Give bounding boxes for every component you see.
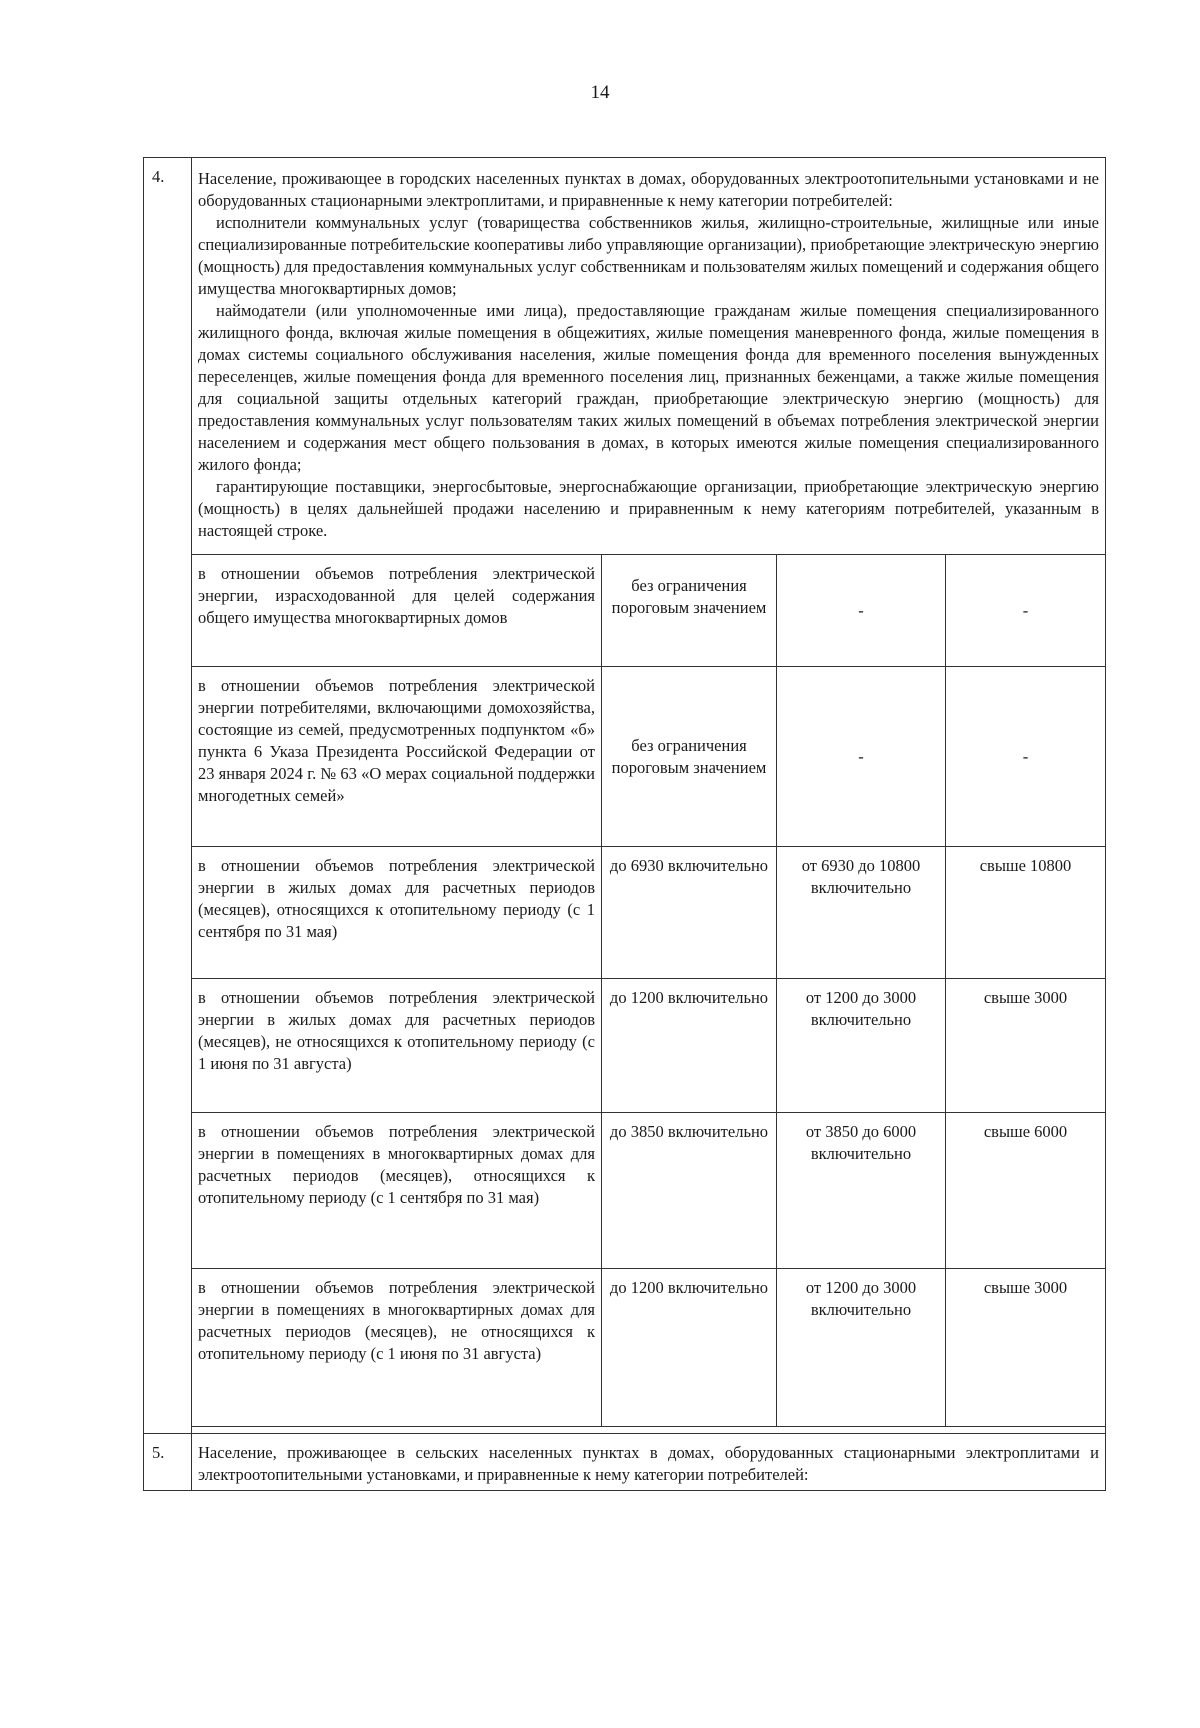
table-row <box>144 667 1106 847</box>
table-row <box>144 847 1106 979</box>
table-row <box>144 979 1106 1113</box>
threshold-2: от 3850 до 6000 включительно <box>777 1113 946 1269</box>
row-description: в отношении объемов потребления электрической энергии в помещениях в многоквартирных домах для расчетных периодов (месяцев), относящихся к отопительному периоду (с 1 сентября по 31 мая) <box>192 1113 602 1269</box>
threshold-1: до 3850 включительно <box>602 1113 777 1269</box>
threshold-3: - <box>946 555 1106 667</box>
section-5-description: Население, проживающее в сельских населенных пунктах в домах, оборудованных стационарными электроплитами и электроотопительными установками, и приравненные к нему категории потребителей: <box>192 1434 1106 1491</box>
tariff-table <box>143 157 1106 1491</box>
section-4-paragraph: наймодатели (или уполномоченные ими лица), предоставляющие гражданам жилые помещения специализированного жилищного фонда, включая жилые помещения в общежитиях, жилые помещения маневренного фонда, жилые помещения в домах системы социального обслуживания населения, жилые помещения фонда для временного поселения вынужденных переселенцев, жилые помещения фонда для временного поселения лиц, признанных беженцами, а также жилые помещения для социальной защиты отдельных категорий граждан, приобретающие электрическую энергию (мощность) для предоставления коммунальных услуг пользователям таких жилых помещений в объемах потребления электрической энергии населением и содержания мест общего пользования в домах, в которых имеются жилые помещения специализированного жилого фонда; <box>198 301 1100 474</box>
section-4-paragraph: гарантирующие поставщики, энергосбытовые, энергоснабжающие организации, приобретающие электрическую энергию (мощность) в целях дальнейшей продажи населению и приравненным к нему категориям потребителей, указанным в настоящей строке. <box>198 477 1100 540</box>
table-row <box>144 1113 1106 1269</box>
threshold-3: свыше 3000 <box>946 1269 1106 1427</box>
threshold-3: свыше 3000 <box>946 979 1106 1113</box>
row-gap <box>144 1427 1106 1434</box>
row-description: в отношении объемов потребления электрической энергии потребителями, включающими домохозяйства, состоящие из семей, предусмотренных подпунктом «б» пункта 6 Указа Президента Российской Федерации от 23 января 2024 г. № 63 «О мерах социальной поддержки многодетных семей» <box>192 667 602 847</box>
threshold-1: до 6930 включительно <box>602 847 777 979</box>
threshold-1: без ограничения пороговым значением <box>602 555 777 667</box>
row-description: в отношении объемов потребления электрической энергии в жилых домах для расчетных периодов (месяцев), относящихся к отопительному периоду (с 1 сентября по 31 мая) <box>192 847 602 979</box>
threshold-3: - <box>946 667 1106 847</box>
row-description: в отношении объемов потребления электрической энергии, израсходованной для целей содержания общего имущества многоквартирных домов <box>192 555 602 667</box>
table-row <box>144 555 1106 667</box>
row-description: в отношении объемов потребления электрической энергии в жилых домах для расчетных периодов (месяцев), не относящихся к отопительному периоду (с 1 июня по 31 августа) <box>192 979 602 1113</box>
threshold-3: свыше 6000 <box>946 1113 1106 1269</box>
threshold-1: до 1200 включительно <box>602 1269 777 1427</box>
row-description: в отношении объемов потребления электрической энергии в помещениях в многоквартирных домах для расчетных периодов (месяцев), не относящихся к отопительному периоду (с 1 июня по 31 августа) <box>192 1269 602 1427</box>
threshold-3: свыше 10800 <box>946 847 1106 979</box>
threshold-1: без ограничения пороговым значением <box>602 667 777 847</box>
section-4-description <box>192 158 1106 555</box>
threshold-2: от 6930 до 10800 включительно <box>777 847 946 979</box>
threshold-2: - <box>777 667 946 847</box>
section-4-paragraph: Население, проживающее в городских населенных пунктах в домах, оборудованных электроотопительными установками и не оборудованных стационарными электроплитами, и приравненные к нему категории потребителей: <box>198 169 1100 210</box>
section-5-number: 5. <box>144 1434 192 1491</box>
section-5-row <box>144 1434 1106 1491</box>
threshold-2: от 1200 до 3000 включительно <box>777 979 946 1113</box>
page-number: 14 <box>590 82 610 103</box>
section-4-number: 4. <box>144 158 192 1434</box>
threshold-2: - <box>777 555 946 667</box>
threshold-2: от 1200 до 3000 включительно <box>777 1269 946 1427</box>
threshold-1: до 1200 включительно <box>602 979 777 1113</box>
section-4-paragraph: исполнители коммунальных услуг (товарищества собственников жилья, жилищно-строительные, жилищные или иные специализированные потребительские кооперативы либо управляющие организации), приобретающие электрическую энергию (мощность) для предоставления коммунальных услуг собственникам и пользователям жилых помещений и содержания общего имущества многоквартирных домов; <box>198 213 1100 298</box>
section-4-header-row <box>144 158 1106 555</box>
row-spacer <box>192 1427 1106 1434</box>
table-row <box>144 1269 1106 1427</box>
